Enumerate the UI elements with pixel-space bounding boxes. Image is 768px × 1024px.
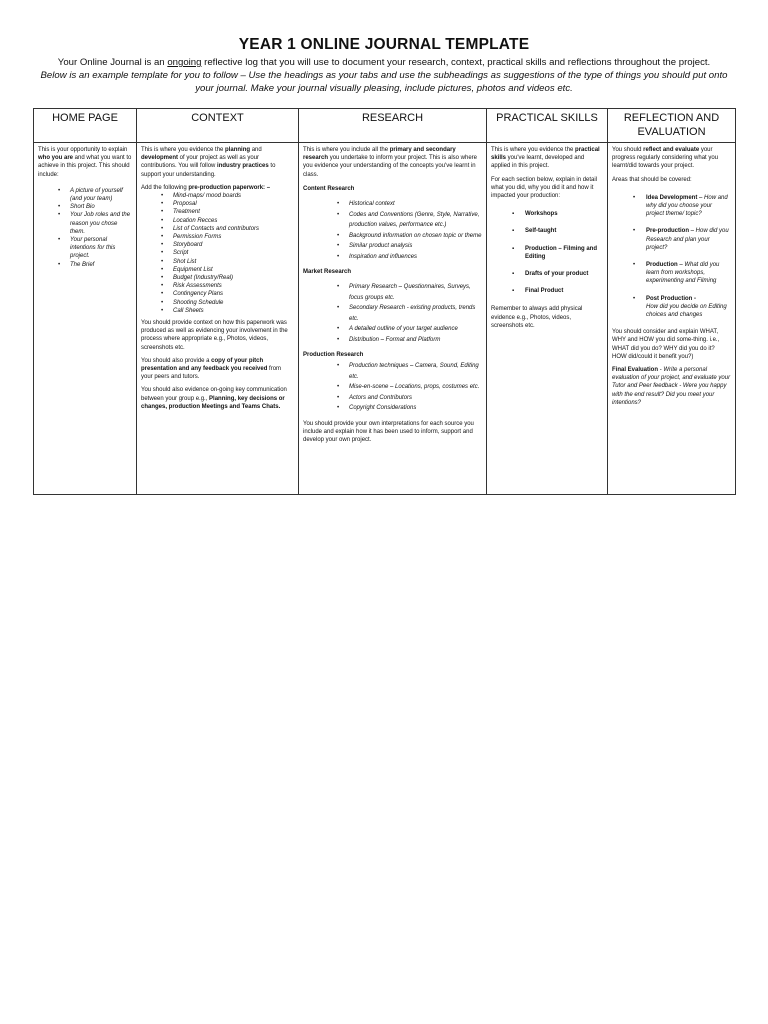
list-item: [612, 227, 731, 252]
rf-item-i: – How did you Research and plan your project?: [646, 228, 729, 251]
header-home-page: HOME PAGE: [34, 109, 137, 143]
res-c: you undertake to inform your project. This is also where you evidence your understanding of the concepts you've learnt in class.: [303, 155, 477, 178]
ctx-p4b: copy of your pitch presentation and any feedback you received: [141, 357, 268, 373]
content-research-heading: Content Research: [303, 185, 355, 192]
header-reflection-evaluation: REFLECTION AND EVALUATION: [608, 109, 736, 143]
ctx-e: of your project as well as your contributions. You will follow: [141, 155, 260, 170]
list-item: • Your Job roles and the reason you chose them.: [38, 211, 132, 236]
list-item: • Similar product analysis: [303, 241, 482, 252]
header-row: [34, 109, 736, 143]
context-p5: [141, 386, 294, 411]
intro-pre: Your Online Journal is an: [57, 57, 168, 68]
content-research-list: [303, 199, 482, 262]
home-intro: [38, 146, 132, 179]
intro-italic: Below is an example template for you to follow – Use the headings as your tabs and use the subheadings as suggestions of the type of things you should put onto your journal. Make your journal visually pleasing, include pictures, photos and videos etc.: [40, 70, 728, 94]
rf-p4i: - Write a personal evaluation of your project, and evaluate your Tutor and Peer feedback - Were you happy with the end result? Did you meet your intentions?: [612, 367, 731, 406]
ctx-g: to support your understanding.: [141, 163, 276, 178]
home-intro-a: This is your opportunity to explain: [38, 147, 128, 153]
market-research-list: [303, 282, 482, 345]
list-item: • Budget (Industry/Real): [141, 274, 294, 282]
ctx-d: development: [141, 155, 179, 162]
home-intro-c: and what you want to achieve in this project. This should include:: [38, 155, 132, 178]
list-item: • Equipment List: [141, 266, 294, 274]
ctx-f: industry practices: [217, 163, 269, 170]
ctx-p4c: from your peers and tutors.: [141, 366, 282, 381]
research-end: You should provide your own interpretations for each source you include and explain how it has been used to inform, support and develop your own project.: [303, 420, 474, 444]
list-item: • Codes and Conventions (Genre, Style, Narrative, production values, performance etc.): [303, 210, 482, 231]
practical-p3: Remember to always add physical evidence e.g., Photos, videos, screenshots etc.: [491, 306, 583, 329]
list-item: • Location Recces: [141, 217, 294, 225]
ctx-p2b: pre-production paperwork: –: [188, 184, 271, 191]
ctx-p2a: Add the following: [141, 184, 189, 191]
list-item: • Shooting Schedule: [141, 299, 294, 307]
ctx-p4a: You should also provide a: [141, 357, 212, 364]
list-item: ▪ Self-taught: [491, 227, 603, 235]
list-item: • Proposal: [141, 200, 294, 208]
list-item: • Secondary Research - existing products, trends etc.: [303, 303, 482, 324]
header-context: CONTEXT: [137, 109, 299, 143]
intro-text: [30, 56, 738, 95]
list-item: • Risk Assessments: [141, 282, 294, 290]
list-item: • Inspiration and influences: [303, 252, 482, 263]
list-item: • Mind-maps/ mood boards: [141, 192, 294, 200]
reflection-cell: [608, 143, 736, 495]
list-item: • Copyright Considerations: [303, 403, 482, 414]
rf-item-i: How did you decide on Editing choices and changes: [646, 303, 727, 319]
rf-item-b: Pre-production: [646, 228, 689, 235]
list-item: • Permission Forms: [141, 233, 294, 241]
list-item: • Shot List: [141, 258, 294, 266]
res-b: primary and secondary research: [303, 147, 456, 162]
context-p4: [141, 357, 294, 382]
list-item: • Short Bio: [38, 203, 132, 211]
ctx-b: planning: [225, 147, 251, 153]
research-intro: [303, 146, 482, 179]
page-title: YEAR 1 ONLINE JOURNAL TEMPLATE: [238, 36, 530, 53]
list-item: • Actors and Contributors: [303, 393, 482, 404]
practical-skills-cell: [487, 143, 608, 495]
list-item: • A picture of yourself (and your team): [38, 187, 132, 203]
list-item: • Mise-en-scene – Locations, props, costumes etc.: [303, 382, 482, 393]
rf-c: your progress regularly considering what you learnt/did towards your project.: [612, 147, 719, 170]
list-item: • List of Contacts and contributors: [141, 225, 294, 233]
reflection-p2: Areas that should be covered:: [612, 176, 692, 183]
list-item: • Production techniques – Camera, Sound, Editing etc.: [303, 361, 482, 382]
list-item: • The Brief: [38, 261, 132, 269]
ctx-a: This is where you evidence the: [141, 147, 226, 153]
context-intro: [141, 146, 294, 179]
list-item: [612, 194, 731, 219]
context-paperwork-lead: [141, 184, 294, 192]
header-practical-skills: PRACTICAL SKILLS: [487, 109, 608, 143]
pr-c: you've learnt, developed and applied in this project.: [491, 155, 585, 170]
rf-item-b: Post Production -: [646, 295, 696, 302]
list-item: • Script: [141, 249, 294, 257]
market-research-heading: Market Research: [303, 269, 352, 276]
ctx-c: and: [250, 147, 262, 153]
reflection-list: [612, 194, 731, 319]
practical-p2: For each section below, explain in detail what you did, why you did it and how it impacted your production:: [491, 176, 598, 200]
context-p3: You should provide context on how this paperwork was produced as well as evidencing your involvement in the process where appropriate e.g., Photos, videos, screenshots etc.: [141, 320, 288, 351]
list-item: • Historical context: [303, 199, 482, 210]
list-item: • A detailed outline of your target audience: [303, 324, 482, 335]
rf-item-i: – How and why did you choose your project theme/ topic?: [646, 194, 728, 218]
list-item: • Storyboard: [141, 241, 294, 249]
practical-list: [491, 210, 603, 295]
reflection-intro: [612, 146, 731, 171]
pr-a: This is where you evidence the: [491, 147, 576, 153]
intro-underlined: ongoing: [167, 57, 202, 68]
header-research: RESEARCH: [299, 109, 487, 143]
list-item: [612, 295, 731, 320]
content-row: [34, 143, 736, 495]
practical-intro: [491, 146, 603, 171]
list-item: • Distribution – Format and Platform: [303, 335, 482, 346]
reflection-p3: You should consider and explain WHAT, WHY and HOW you did some-thing. i.e., WHAT did you do? WHY did you do it? HOW did/could it benefit you?): [612, 329, 720, 360]
context-list: [141, 192, 294, 315]
production-research-list: [303, 361, 482, 414]
list-item: • Your personal intentions for this project.: [38, 236, 132, 261]
ctx-p5a: You should also evidence on-going key communication between your group e.g.,: [141, 387, 287, 402]
res-a: This is where you include all the: [303, 147, 390, 153]
list-item: ▪ Final Product: [491, 287, 603, 295]
list-item: ▪ Production – Filming and Editing: [491, 245, 603, 261]
rf-b: reflect and evaluate: [643, 147, 700, 153]
rf-p4b: Final Evaluation: [612, 367, 659, 374]
list-item: ▪ Drafts of your product: [491, 270, 603, 278]
rf-a: You should: [612, 147, 644, 153]
home-intro-b: who you are: [38, 155, 74, 162]
list-item: ▪ Workshops: [491, 210, 603, 218]
rf-item-i: – What did you learn from workshops, experimenting and Filming: [646, 262, 720, 285]
list-item: • Treatment: [141, 208, 294, 216]
list-item: • Call Sheets: [141, 307, 294, 315]
home-list: [38, 187, 132, 269]
rf-item-b: Idea Development: [646, 194, 698, 201]
ctx-p5b: Planning, key decisions or changes, production Meetings and Teams Chats.: [141, 395, 285, 410]
list-item: [612, 261, 731, 286]
pr-b: practical skills: [491, 147, 600, 162]
list-item: • Contingency Plans: [141, 290, 294, 298]
production-research-heading: Production Research: [303, 352, 364, 359]
journal-table: [33, 108, 736, 495]
list-item: • Background information on chosen topic or theme: [303, 231, 482, 242]
intro-post: reflective log that you will use to document your research, context, practical skills and reflections throughout the project.: [201, 57, 711, 68]
research-cell: [299, 143, 487, 495]
list-item: • Primary Research – Questionnaires, Surveys, focus groups etc.: [303, 282, 482, 303]
rf-item-b: Production: [646, 262, 678, 269]
context-cell: [137, 143, 299, 495]
reflection-p4: [612, 366, 731, 407]
home-page-cell: [34, 143, 137, 495]
